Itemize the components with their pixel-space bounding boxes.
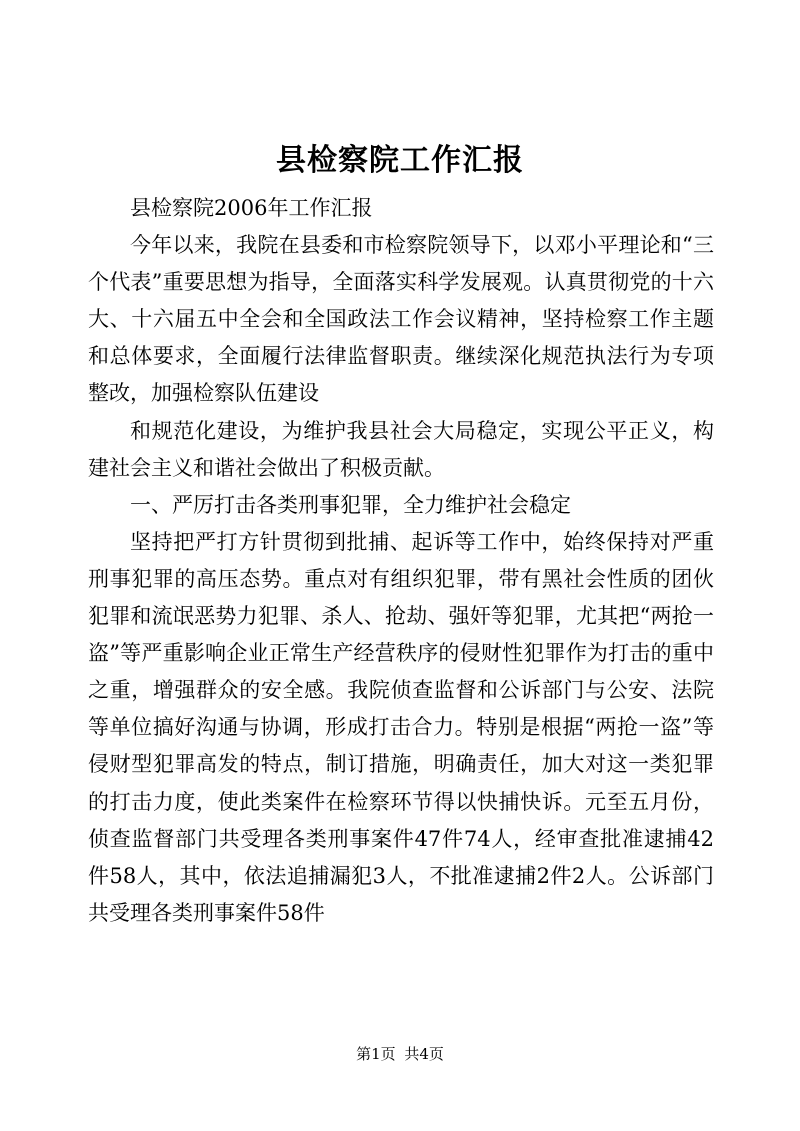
paragraph-intro: 今年以来，我院在县委和市检察院领导下，以邓小平理论和“三个代表”重要思想为指导，全面落实科学发展观。认真贯彻党的十六大、十六届五中全会和全国政法工作会议精神，坚持检察工作主题和总体要求，全面履行法律监督职责。继续深化规范执法行为专项整改，加强检察队伍建设: [88, 233, 714, 406]
page-footer: [0, 1044, 800, 1064]
paragraph-subtitle: 县检察院2006年工作汇报: [130, 196, 373, 220]
document-title: 县检察院工作汇报: [276, 143, 524, 178]
document-body: [88, 190, 714, 932]
page-total: 共4页: [404, 1045, 444, 1063]
page-number: 第1页: [356, 1045, 396, 1063]
section-heading-1: 一、严厉打击各类刑事犯罪，全力维护社会稳定: [130, 492, 571, 517]
paragraph-section-1: 坚持把严打方针贯彻到批捕、起诉等工作中，始终保持对严重刑事犯罪的高压态势。重点对有组织犯罪，带有黑社会性质的团伙犯罪和流氓恶势力犯罪、杀人、抢劫、强奸等犯罪，尤其把“两抢一盗”等严重影响企业正常生产经营秩序的侵财性犯罪作为打击的重中之重，增强群众的安全感。我院侦查监督和公诉部门与公安、法院等单位搞好沟通与协调，形成打击合力。特别是根据“两抢一盗”等侵财型犯罪高发的特点，制订措施，明确责任，加大对这一类犯罪的打击力度，使此类案件在检察环节得以快捕快诉。元至五月份，侦查监督部门共受理各类刑事案件47件74人，经审查批准逮捕42件58人，其中，依法追捕漏犯3人，不批准逮捕2件2人。公诉部门共受理各类刑事案件58件: [88, 529, 714, 925]
paragraph-intro-continued: 和规范化建设，为维护我县社会大局稳定，实现公平正义，构建社会主义和谐社会做出了积极贡献。: [88, 418, 714, 480]
